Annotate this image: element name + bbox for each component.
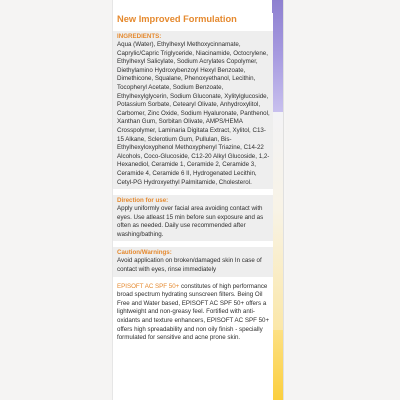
label-text-panel (113, 13, 273, 400)
description-section (117, 281, 270, 343)
ingredients-heading: INGREDIENTS: (117, 33, 162, 40)
background-right (286, 0, 400, 400)
ingredients-text: Aqua (Water), Ethylhexyl Methoxycinnamate, Caprylic/Capric Triglyceride, Niacinamide, Octocrylene, Ethylhexyl Salicylate, Sodium Acrylates Copolymer, Diethylamino Hydroxybenzoyl Hexyl Benzoate, Dimethicone, Squalane, Phenoxyethanol, Lecithin, Tocopheryl Acetate, Sodium Benzoate, Ethylhexylglycerin, Sodium Gluconate, Xylitylglucoside, Potassium Sorbate, Cetearyl Olivate, Anhydroxylitol, Carbomer, Zinc Oxide, Sodium Hyaluronate, Panthenol, Xanthan Gum, Sorbitan Olivate, AMPS/HEMA Crosspolymer, Laminaria Digitata Extract, Xylitol, C13-15 Alkane, Sclerotium Gum, Pullulan, Bis-Ethylhexyloxyphenol Methoxyphenyl Triazine, C14-22 Alcohols, Coco-Glucoside, C12-20 Alkyl Glucoside, 1,2-Hexanediol, Ceramide 1, Ceramide 2, Ceramide 3, Ceramide 4, Ceramide 6 II, Hydrogenated Lecithin, Cetyl-PG Hydroxyethyl Palmitamide, Cholesterol. (117, 41, 270, 186)
caution-section (113, 247, 273, 276)
ingredients-section (113, 31, 273, 189)
brand-name: EPISOFT AC SPF 50+ (117, 282, 180, 290)
purple-color-stripe (272, 0, 283, 112)
directions-section (113, 195, 273, 241)
formulation-title: New Improved Formulation (117, 14, 237, 24)
fade-color-stripe (272, 112, 283, 330)
directions-heading: Direction for use: (117, 197, 169, 205)
caution-text: Avoid application on broken/damaged skin In case of contact with eyes, rinse immediately (117, 257, 262, 274)
product-box-side-panel (112, 0, 284, 400)
background-left (0, 0, 112, 400)
caution-heading: Caution/Warnings: (117, 249, 172, 257)
yellow-color-stripe (272, 330, 283, 400)
description-body: constitutes of high performance broad spectrum hydrating sunscreen filters. Being Oil Free and Water based, EPISOFT AC SPF 50+ offers a lightweight and non-greasy feel. Fortified with anti- oxidants and texture enhancers, EPISOFT AC SPF 50+ offers high spreadability and non oily finish - specially formulated for sensitive and acne prone skin. (117, 282, 270, 342)
description-text (117, 283, 270, 343)
directions-text: Apply uniformly over facial area avoiding contact with eyes. Use atleast 15 min before sun exposure and as often as needed. Daily use recommended after washing/bathing. (117, 205, 264, 238)
